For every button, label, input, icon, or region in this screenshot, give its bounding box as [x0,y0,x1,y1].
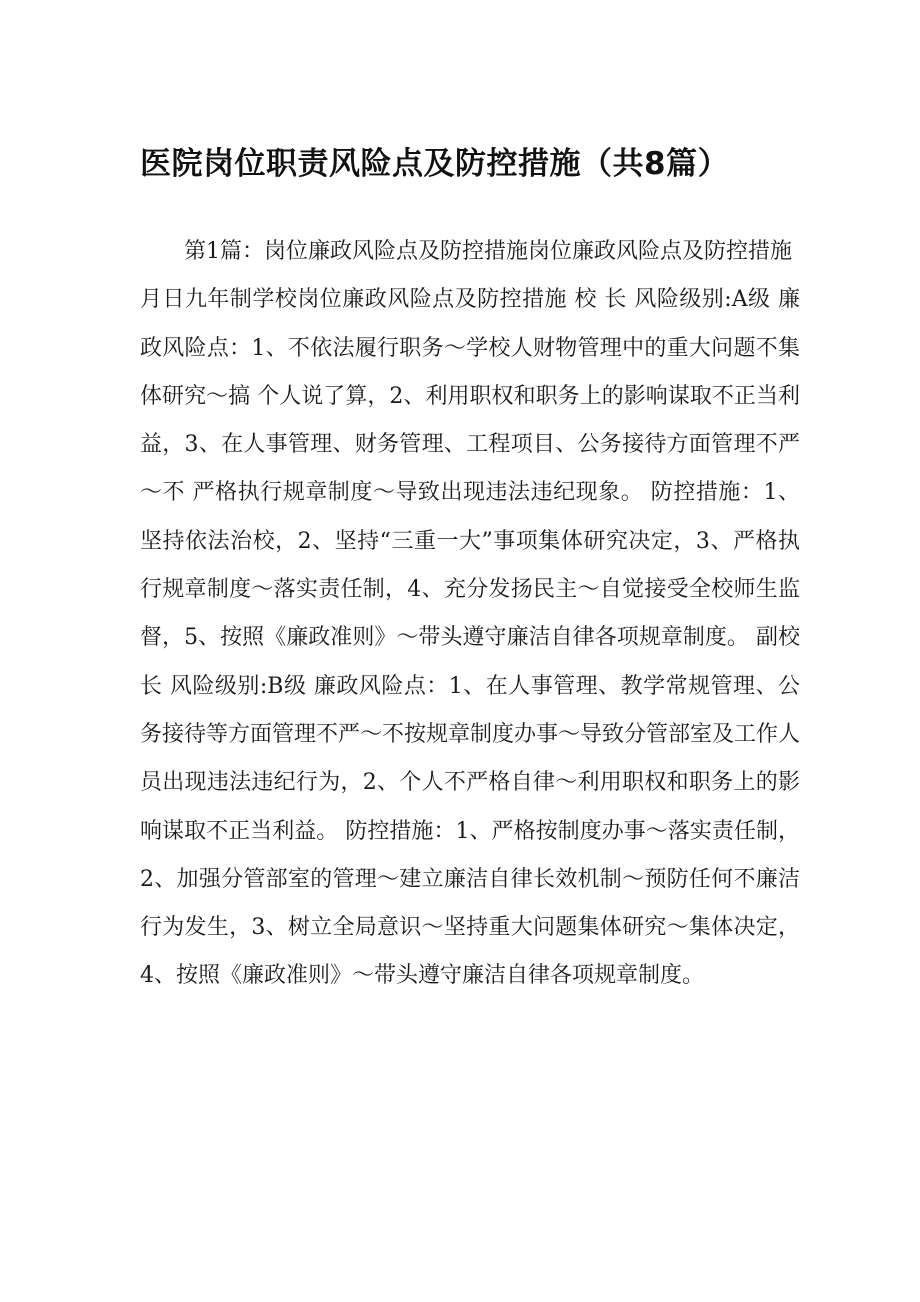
document-body [140,228,800,1001]
paragraph-section-heading: 第1篇：岗位廉政风险点及防控措施岗位廉政风险点及防控措施 [184,239,792,264]
paragraph-body: 月日九年制学校岗位廉政风险点及防控措施 校 长 风险级别:A级 廉政风险点：1、不依法履行职务～学校人财物管理中的重大问题不集体研究～搞 个人说了算，2、利用职权和职务上的影响谋取不正当利益，3、在人事管理、财务管理、工程项目、公务接待方面管理不严～不 严格执行规章制度～导致出现违法违纪现象。 防控措施：1、坚持依法治校，2、坚持“三重一大”事项集体研究决定，3、严格执行规章制度～落实责任制，4、充分发扬民主～自觉接受全校师生监督，5、按照《廉政准则》～带头遵守廉洁自律各项规章制度。 副校长 风险级别:B级 廉政风险点：1、在人事管理、教学常规管理、公务接待等方面管理不严～不按规章制度办事～导致分管部室及工作人员出现违法违纪行为，2、个人不严格自律～利用职权和职务上的影响谋取不正当利益。 防控措施：1、严格按制度办事～落实责任制，2、加强分管部室的管理～建立廉洁自律长效机制～预防任何不廉洁行为发生，3、树立全局意识～坚持重大问题集体研究～集体决定，4、按照《廉政准则》～带头遵守廉洁自律各项规章制度。 [140,287,801,989]
document-title: 医院岗位职责风险点及防控措施（共8篇） [140,146,730,182]
